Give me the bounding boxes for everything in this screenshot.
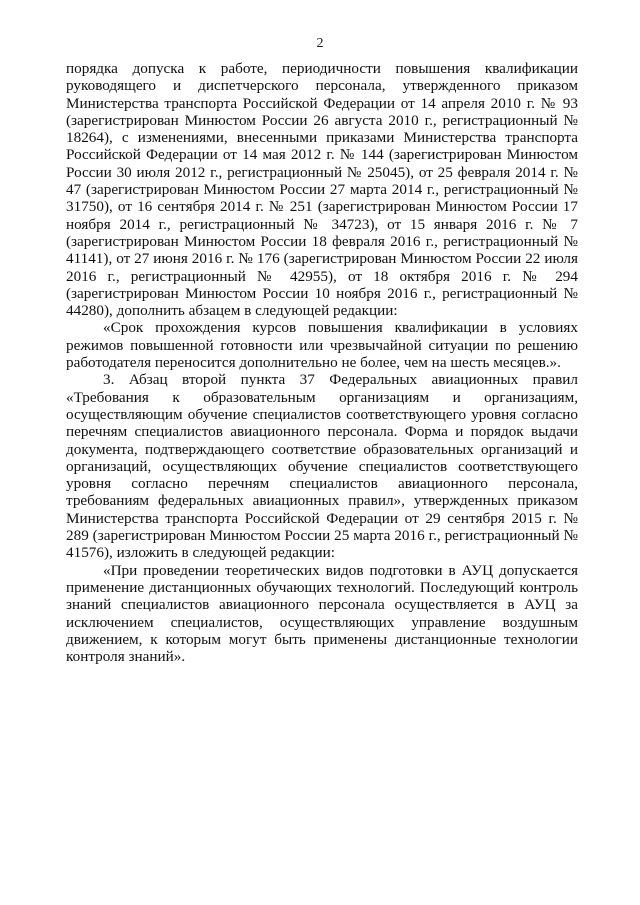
paragraph-quoted-addition: «Срок прохождения курсов повышения квалификации в условиях режимов повышенной готовности или чрезвычайной ситуации по решению работодателя переносится дополнительно не более, чем на шесть месяцев.». xyxy=(66,319,578,372)
document-body xyxy=(66,60,578,665)
page-number: 2 xyxy=(316,36,324,51)
paragraph-quoted-new-wording: «При проведении теоретических видов подготовки в АУЦ допускается применение дистанционных обучающих технологий. Последующий контроль знаний специалистов авиационного персонала осуществляется в АУЦ за исключением специалистов, осуществляющих управление воздушным движением, к которым могут быть применены дистанционные технологии контроля знаний». xyxy=(66,561,578,666)
paragraph-item-3: 3. Абзац второй пункта 37 Федеральных авиационных правил «Требования к образовательным организациям и организациям, осуществляющим обучение специалистов соответствующего уровня согласно перечням специалистов авиационного персонала. Форма и порядок выдачи документа, подтверждающего соответствие образовательных организаций и организаций, осуществляющих обучение специалистов соответствующего уровня согласно перечням специалистов авиационного персонала, требованиям федеральных авиационных правил», утвержденных приказом Министерства транспорта Российской Федерации от 29 сентября 2015 г. № 289 (зарегистрирован Минюстом России 25 марта 2016 г., регистрационный № 41576), изложить в следующей редакции: xyxy=(66,371,578,562)
paragraph-amendment-context: порядка допуска к работе, периодичности повышения квалификации руководящего и диспетчерского персонала, утвержденного приказом Министерства транспорта Российской Федерации от 14 апреля 2010 г. № 93 (зарегистрирован Минюстом России 26 августа 2010 г., регистрационный № 18264), с изменениями, внесенными приказами Министерства транспорта Российской Федерации от 14 мая 2012 г. № 144 (зарегистрирован Минюстом России 30 июля 2012 г., регистрационный № 25045), от 25 февраля 2014 г. № 47 (зарегистрирован Минюстом России 27 марта 2014 г., регистрационный № 31750), от 16 сентября 2014 г. № 251 (зарегистрирован Минюстом России 17 ноября 2014 г., регистрационный № 34723), от 15 января 2016 г. № 7 (зарегистрирован Минюстом России 18 февраля 2016 г., регистрационный № 41141), от 27 июня 2016 г. № 176 (зарегистрирован Минюстом России 22 июля 2016 г., регистрационный № 42955), от 18 октября 2016 г. № 294 (зарегистрирован Минюстом России 10 ноября 2016 г., регистрационный № 44280), дополнить абзацем в следующей редакции: xyxy=(66,60,578,320)
